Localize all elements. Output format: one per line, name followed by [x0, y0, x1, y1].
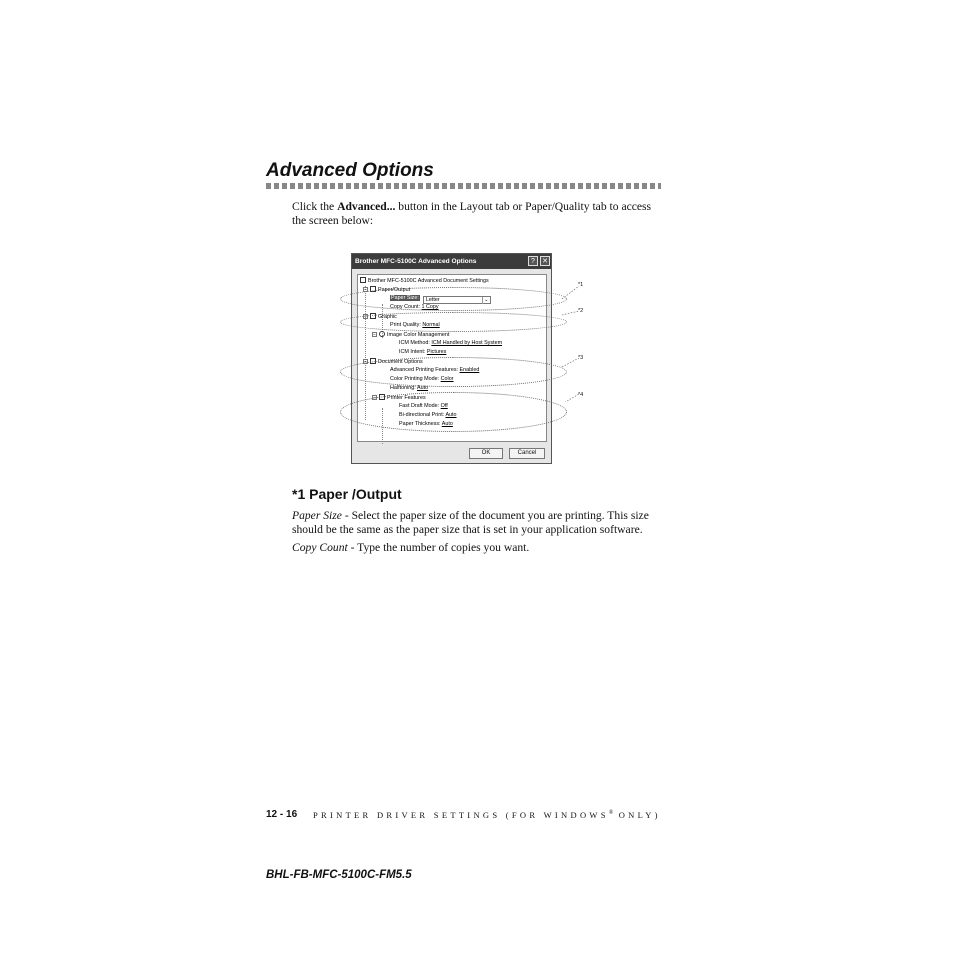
page-title: Advanced Options [266, 160, 434, 181]
tree-document-options-label: Document Options [378, 359, 423, 365]
collapse-icon[interactable]: − [373, 332, 376, 338]
page-number: 12 - 16 [266, 809, 298, 820]
callout-leader-2 [562, 311, 579, 315]
callout-leaders [556, 282, 586, 402]
paper-size-term: Paper Size [292, 509, 342, 522]
paper-thickness-value[interactable]: Auto [441, 421, 453, 427]
callout-label-3: *3 [578, 355, 584, 361]
tree-root-label: Brother MFC-5100C Advanced Document Settings [368, 278, 489, 284]
tree-icm-method[interactable] [399, 340, 502, 346]
intro-button-name: Advanced... [337, 200, 396, 213]
tree-icm-intent[interactable] [399, 349, 446, 355]
paper-size-paragraph [292, 509, 664, 537]
callout-label-4: *4 [578, 392, 584, 398]
running-header-text: PRINTER DRIVER SETTINGS (FOR WINDOWS [313, 810, 609, 820]
running-header [313, 810, 661, 820]
intro-text-start: Click the [292, 200, 338, 213]
callout-leader-1 [562, 286, 579, 299]
callout-leader-4 [562, 394, 579, 402]
ok-button[interactable]: OK [469, 448, 503, 459]
copy-count-term: Copy Count [292, 541, 348, 554]
close-icon[interactable]: ✕ [540, 256, 550, 266]
collapse-icon[interactable]: − [364, 314, 367, 320]
running-header-tail: ONLY) [613, 810, 661, 820]
tree-icm[interactable] [372, 331, 449, 338]
tree-root[interactable] [360, 277, 489, 284]
icm-intent-value[interactable]: Pictures [426, 349, 447, 355]
callout-label-2: *2 [578, 308, 584, 314]
icm-intent-label: ICM Intent: [399, 349, 426, 355]
paper-size-description: - Select the paper size of the document you are printing. This size should be the same as the paper size that is set in your application software. [292, 509, 649, 536]
copy-count-value[interactable]: 1 Copy [421, 304, 439, 310]
intro-paragraph [292, 200, 662, 228]
copy-count-description: - Type the number of copies you want. [347, 541, 530, 554]
halftoning-value[interactable]: Auto [416, 385, 429, 391]
collapse-icon[interactable]: − [373, 395, 376, 401]
tree-printer-features-label: Printer Features [387, 395, 426, 401]
dialog-title-bar [352, 254, 551, 269]
paper-thickness-label: Paper Thickness: [399, 421, 441, 427]
copy-count-paragraph [292, 541, 664, 555]
registered-mark: ® [608, 810, 614, 817]
advanced-printing-value[interactable]: Enabled [459, 367, 480, 373]
print-quality-label: Print Quality: [390, 322, 421, 328]
copy-count-label: Copy Count: [390, 304, 420, 310]
callout-leader-3 [562, 358, 579, 367]
document-footer: BHL-FB-MFC-5100C-FM5.5 [266, 869, 412, 881]
icm-method-value[interactable]: ICM Handled by Host System [431, 340, 503, 346]
cancel-button[interactable]: Cancel [509, 448, 545, 459]
bidirectional-value[interactable]: Auto [445, 412, 457, 418]
collapse-icon[interactable]: − [364, 287, 367, 293]
title-divider [266, 183, 661, 189]
callout-ellipse-2 [340, 312, 567, 332]
callout-ellipse-1 [340, 287, 567, 311]
tree-graphic-label: Graphic [378, 314, 397, 320]
help-icon[interactable]: ? [528, 256, 538, 266]
tree-paper-output-label: Paper/Output [378, 287, 411, 293]
printer-icon [360, 277, 366, 283]
icm-method-label: ICM Method: [399, 340, 430, 346]
chevron-down-icon[interactable]: ⌄ [482, 297, 490, 304]
advanced-printing-label: Advanced Printing Features: [390, 367, 459, 373]
fast-draft-label: Fast Draft Mode: [399, 403, 440, 409]
intro-text-end: button in the Layout tab or Paper/Quality tab to access the screen below: [292, 200, 652, 227]
paper-size-value: Letter [425, 297, 440, 303]
tree-icm-label: Image Color Management [387, 332, 450, 338]
callout-ellipse-3 [340, 357, 567, 387]
dialog-title: Brother MFC-5100C Advanced Options [355, 258, 477, 265]
section-heading: *1 Paper /Output [292, 486, 402, 502]
color-mode-value[interactable]: Color [440, 376, 454, 382]
color-mode-label: Color Printing Mode: [390, 376, 440, 382]
collapse-icon[interactable]: − [364, 359, 367, 365]
color-icon [379, 331, 385, 337]
paper-size-label: Paper Size: [391, 295, 419, 301]
fast-draft-value[interactable]: Off [440, 403, 448, 409]
callout-ellipse-4 [340, 392, 567, 432]
callout-label-1: *1 [578, 282, 584, 288]
bidirectional-label: Bi-directional Print: [399, 412, 445, 418]
halftoning-label: Halftoning: [390, 385, 416, 391]
print-quality-value[interactable]: Normal [422, 322, 440, 328]
